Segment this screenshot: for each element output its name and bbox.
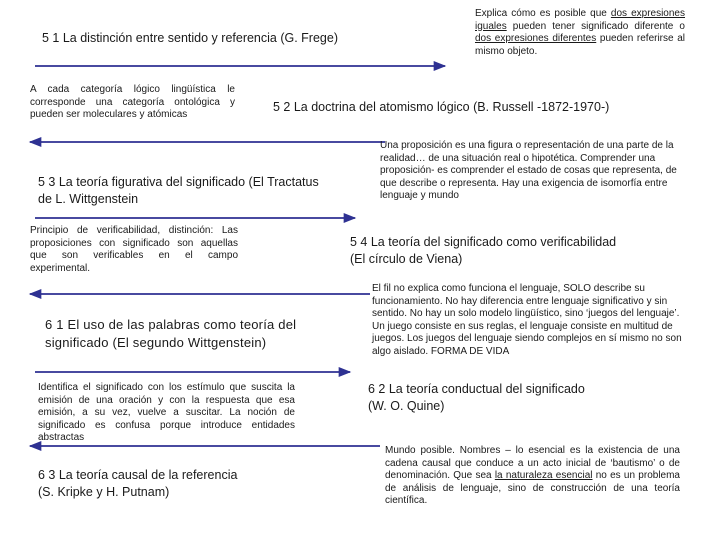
frege-title: 5 1 La distinción entre sentido y referencia (G. Frege) — [42, 31, 338, 45]
russell-note: A cada categoría lógico lingüística le corresponde una categoría ontológica y pueden ser moleculares y atómicas — [30, 84, 235, 121]
kripke-title — [38, 467, 298, 501]
quine-title-line1: 6 2 La teoría conductual del significado — [368, 382, 585, 396]
kripke-note: Mundo posible. Nombres – lo esencial es la existencia de una cadena causal que conduce a un acto inicial de ‘bautismo’ o de denominación. Que sea la naturaleza esencial no es un problema de análisis de lenguaje, sino de construcción de una teoría científica. — [385, 445, 680, 507]
tractatus-note: Una proposición es una figura o representación de una parte de la realidad… de una situación real o hipotética. Comprender una proposición- es comprender el estado de cosas que representa, de que describe o representa. Hay una exigencia de isomorfía entre lenguaje y mundo — [380, 140, 677, 202]
quine-title — [368, 381, 668, 415]
russell-title: 5 2 La doctrina del atomismo lógico (B. Russell -1872-1970-) — [273, 100, 610, 114]
segundo-wittgenstein-title-line2: significado (El segundo Wittgenstein) — [45, 335, 267, 350]
kripke-title-line2: (S. Kripke y H. Putnam) — [38, 485, 170, 499]
tractatus-title — [38, 174, 338, 208]
tractatus-title-line2: de L. Wittgenstein — [38, 192, 139, 206]
viena-title-line2: (El círculo de Viena) — [350, 252, 463, 266]
viena-note: Principio de verificabilidad, distinción: Las proposiciones con significado son aquellas que son verificables en el campo experimental. — [30, 225, 238, 274]
frege-note: Explica cómo es posible que dos expresiones iguales pueden tener significado diferente o dos expresiones diferentes pueden referirse al mismo objeto. — [475, 8, 685, 57]
quine-title-line2: (W. O. Quine) — [368, 399, 445, 413]
quine-note: Identifica el significado con los estímulo que suscita la emisión de una oración y con la respuesta que esa emisión, a su vez, vuelve a suscitar. La noción de significado es confusa porque introduce entidades abstractas — [38, 382, 295, 444]
viena-title — [350, 234, 690, 268]
tractatus-title-line1: 5 3 La teoría figurativa del significado (El Tractatus — [38, 175, 319, 189]
segundo-wittgenstein-title — [45, 316, 360, 352]
kripke-title-line1: 6 3 La teoría causal de la referencia — [38, 468, 238, 482]
segundo-wittgenstein-title-line1: 6 1 El uso de las palabras como teoría del — [45, 317, 297, 332]
segundo-wittgenstein-note: El fil no explica como funciona el lenguaje, SOLO describe su funcionamiento. No hay diferencia entre lenguaje significativo y sin sentido. No hay un solo modelo lingüístico, sino ‘juegos del lenguaje’. Un juego consiste en sus reglas, el lenguaje consiste en multitud de juegos. Los juegos del lenguaje siendo complejos en sí mismo no son algo aislado. FORMA DE VIDA — [372, 283, 682, 357]
viena-title-line1: 5 4 La teoría del significado como verificabilidad — [350, 235, 617, 249]
